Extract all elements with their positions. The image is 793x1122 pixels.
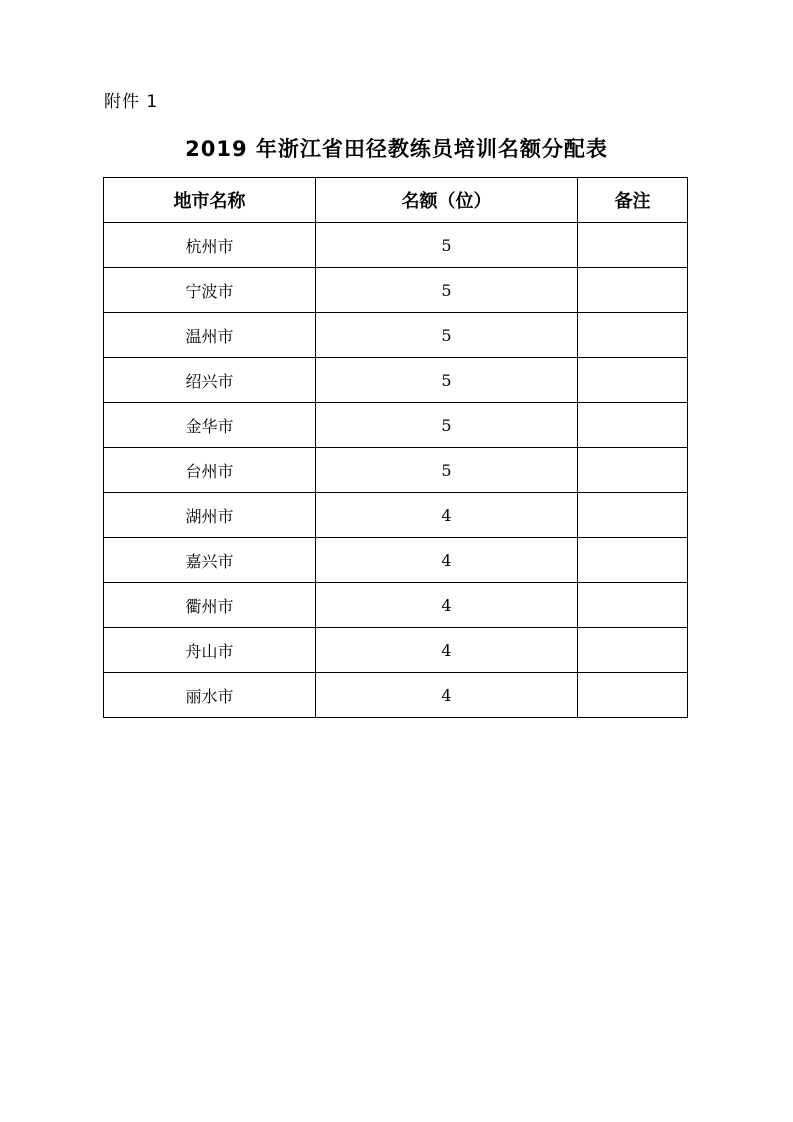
table-row: [104, 538, 688, 583]
city-cell: 台州市: [104, 448, 316, 493]
table-row: [104, 223, 688, 268]
quota-cell: 4: [316, 628, 578, 673]
note-cell: [578, 268, 688, 313]
note-cell: [578, 583, 688, 628]
quota-cell: 5: [316, 448, 578, 493]
quota-cell: 5: [316, 403, 578, 448]
city-cell: 衢州市: [104, 583, 316, 628]
quota-cell: 5: [316, 313, 578, 358]
city-cell: 杭州市: [104, 223, 316, 268]
note-cell: [578, 313, 688, 358]
note-cell: [578, 358, 688, 403]
quota-cell: 4: [316, 673, 578, 718]
note-cell: [578, 538, 688, 583]
city-cell: 绍兴市: [104, 358, 316, 403]
note-cell: [578, 673, 688, 718]
table-row: [104, 358, 688, 403]
table-row: [104, 673, 688, 718]
header-note: 备注: [578, 178, 688, 223]
table-row: [104, 313, 688, 358]
quota-cell: 4: [316, 538, 578, 583]
note-cell: [578, 493, 688, 538]
table-row: [104, 493, 688, 538]
table-row: [104, 448, 688, 493]
note-cell: [578, 628, 688, 673]
note-cell: [578, 403, 688, 448]
quota-cell: 5: [316, 358, 578, 403]
quota-cell: 5: [316, 268, 578, 313]
table-row: [104, 628, 688, 673]
city-cell: 金华市: [104, 403, 316, 448]
city-cell: 宁波市: [104, 268, 316, 313]
table-row: [104, 583, 688, 628]
attachment-label: 附件 1: [104, 92, 159, 112]
quota-allocation-table: [103, 177, 688, 718]
table-row: [104, 268, 688, 313]
header-city: 地市名称: [104, 178, 316, 223]
quota-cell: 5: [316, 223, 578, 268]
note-cell: [578, 448, 688, 493]
quota-cell: 4: [316, 493, 578, 538]
city-cell: 湖州市: [104, 493, 316, 538]
city-cell: 嘉兴市: [104, 538, 316, 583]
table-header-row: [104, 178, 688, 223]
quota-cell: 4: [316, 583, 578, 628]
header-quota: 名额（位）: [316, 178, 578, 223]
document-title: 2019 年浙江省田径教练员培训名额分配表: [185, 137, 608, 161]
city-cell: 丽水市: [104, 673, 316, 718]
city-cell: 舟山市: [104, 628, 316, 673]
table-row: [104, 403, 688, 448]
city-cell: 温州市: [104, 313, 316, 358]
note-cell: [578, 223, 688, 268]
